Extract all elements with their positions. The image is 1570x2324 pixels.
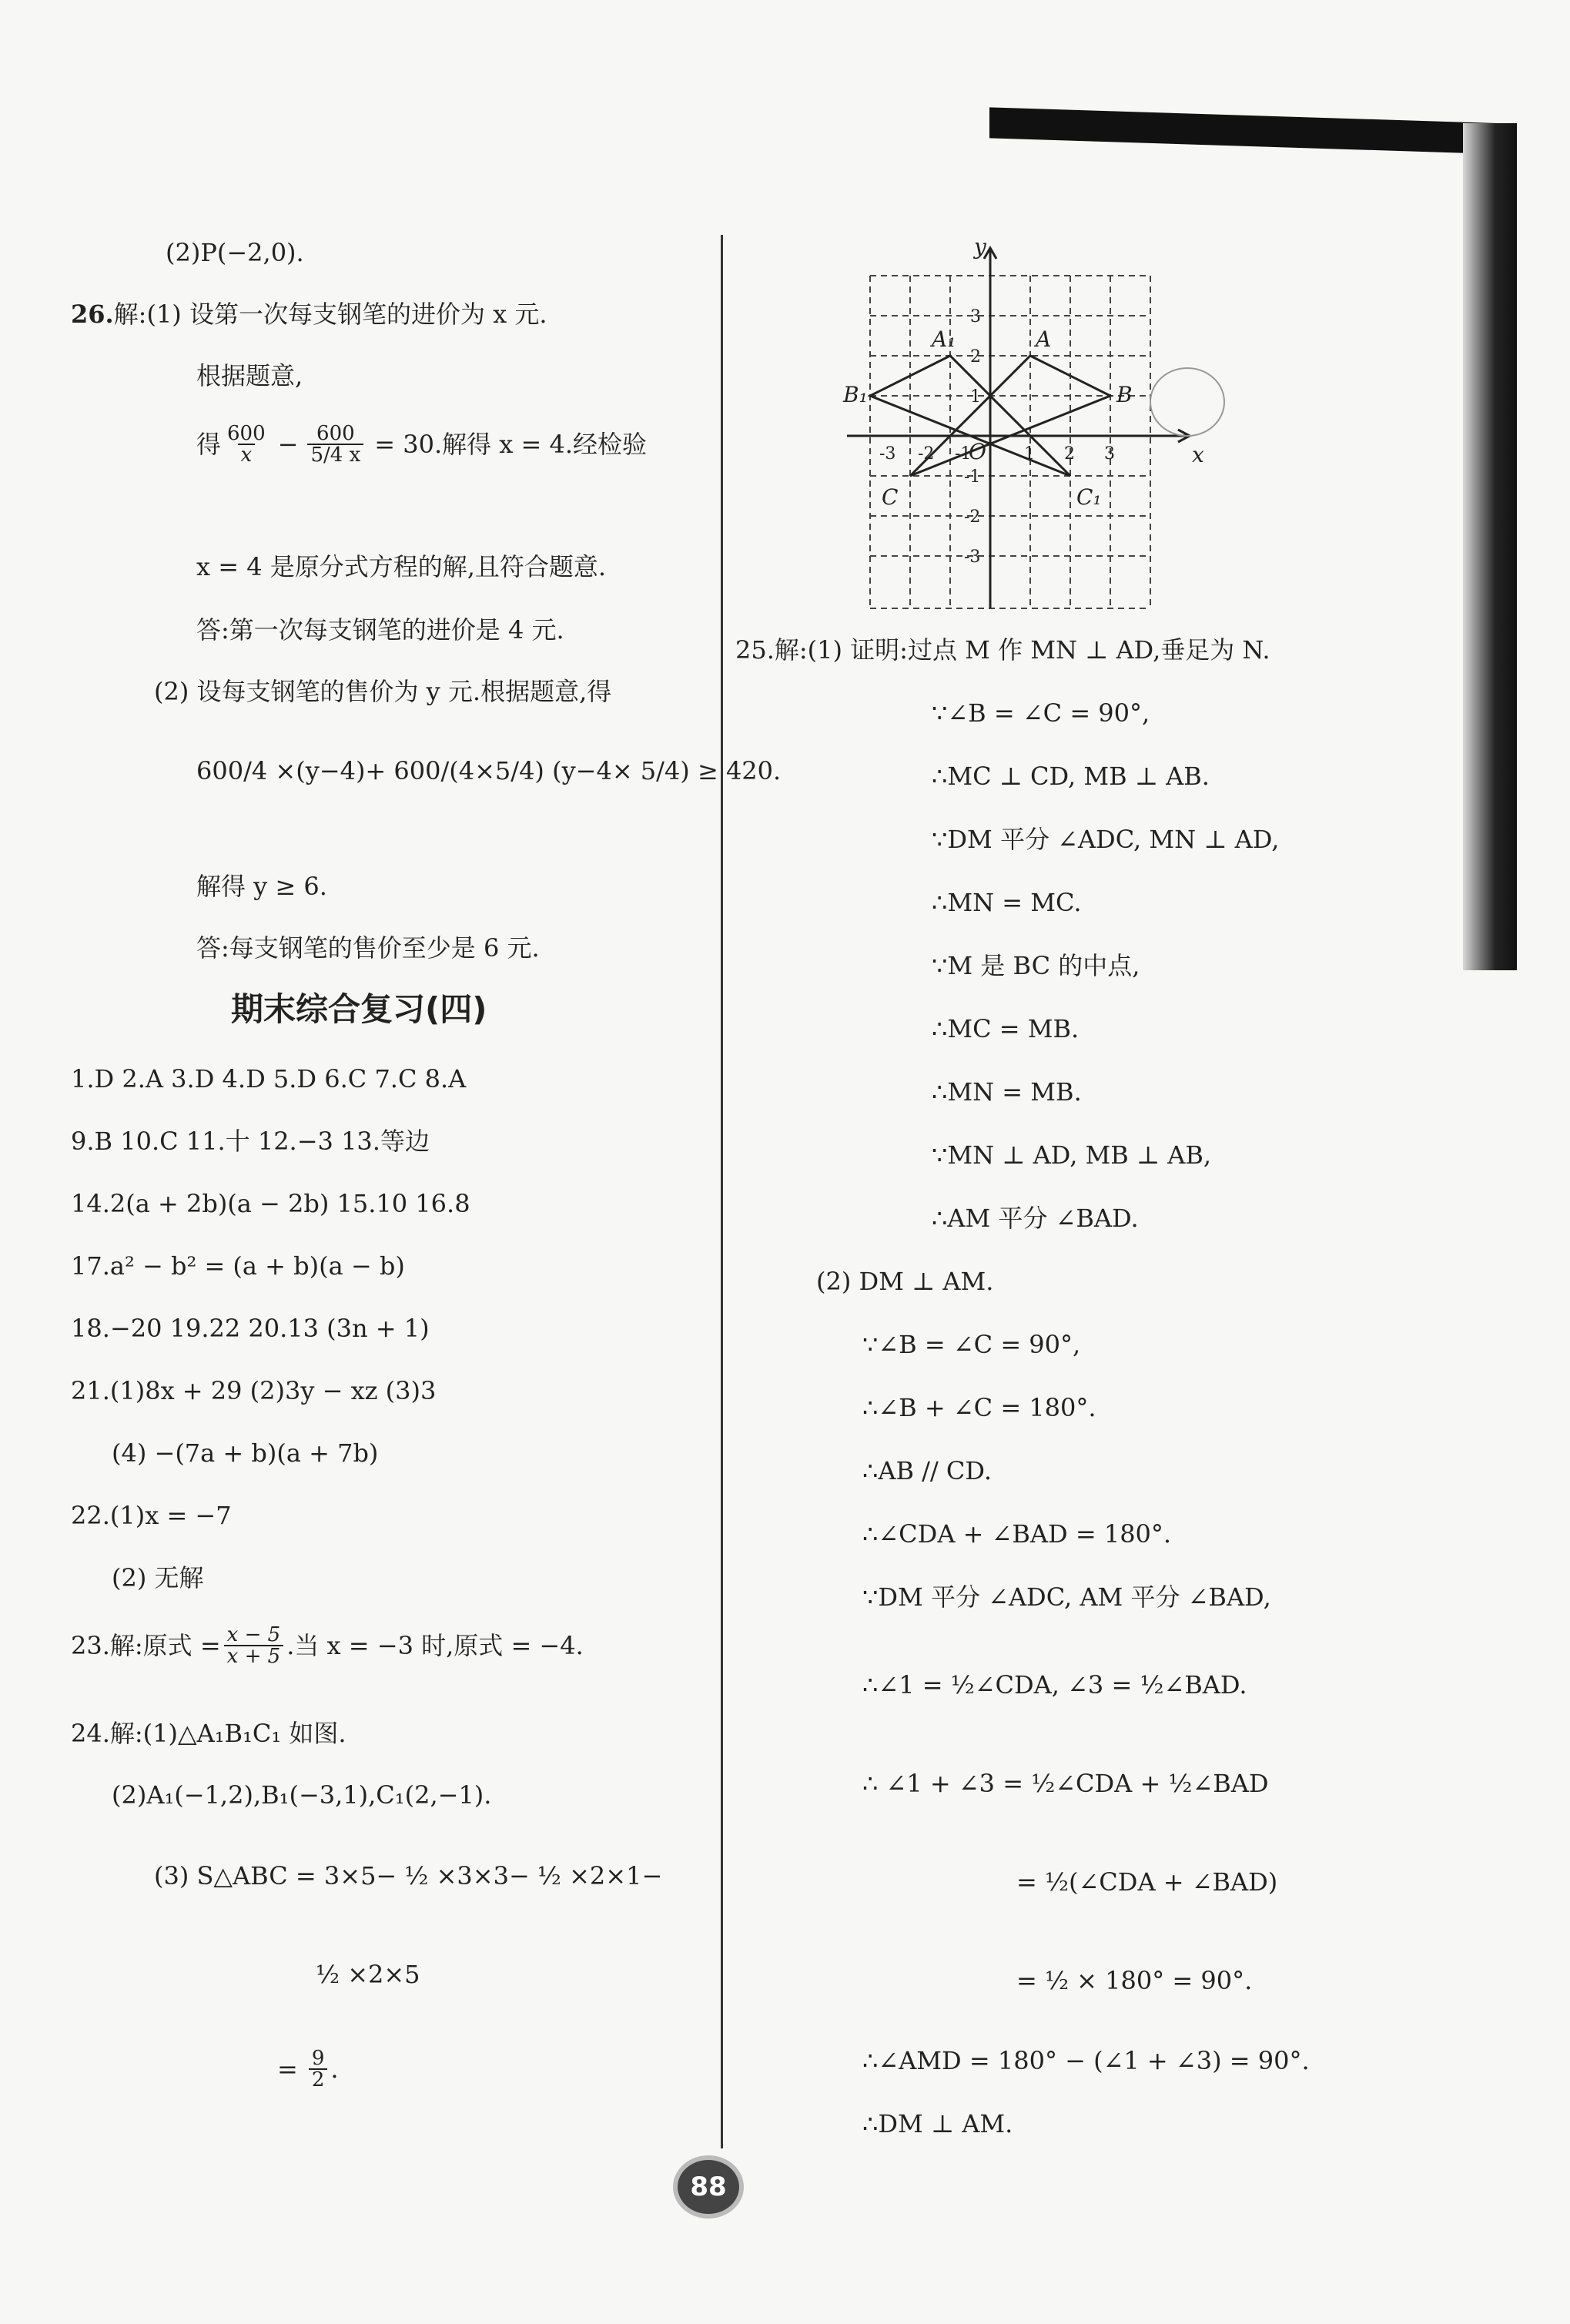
scan-shadow-edge	[1463, 123, 1517, 970]
answer-row: 24.解:(1)△A₁B₁C₁ 如图.	[71, 1719, 346, 1748]
equation-rest: = 30.解得 x = 4.经检验	[374, 430, 648, 459]
answer-line: 根据题意,	[196, 361, 303, 390]
proof-line: ∵MN ⊥ AD, MB ⊥ AB,	[932, 1140, 1212, 1170]
label-b: B	[1116, 382, 1133, 407]
answer-row: 18.−20 19.22 20.13 (3n + 1)	[71, 1314, 430, 1343]
tick-y: 3	[970, 307, 981, 326]
proof-line: ∴MC = MB.	[932, 1014, 1080, 1043]
page-number: 88	[678, 2160, 739, 2214]
inequality-line: 600/4 ×(y−4)+ 600/(4×5/4) (y−4× 5/4) ≥ 420.	[196, 756, 782, 785]
column-divider	[721, 235, 723, 2148]
origin-label: O	[969, 439, 986, 464]
proof-line: ∵∠B = ∠C = 90°,	[932, 698, 1150, 728]
label-c1: C₁	[1076, 484, 1102, 510]
proof-line: ∴MN = MB.	[932, 1077, 1082, 1107]
x-label: x	[1192, 442, 1204, 467]
question-26	[71, 300, 547, 329]
equals: =	[277, 2054, 298, 2084]
denominator: x + 5	[224, 1645, 284, 1666]
tick-x: 1	[1024, 444, 1035, 464]
tick-y: 1	[970, 387, 981, 407]
fraction	[224, 424, 269, 465]
equation-prefix: 得	[196, 430, 222, 459]
answer-row: ½ ×2×5	[316, 1960, 420, 1989]
proof-line: ∴MC ⊥ CD, MB ⊥ AB.	[932, 762, 1210, 791]
scan-shadow-top	[989, 107, 1513, 154]
answer-row: 22.(1)x = −7	[71, 1501, 232, 1530]
proof-line: ∴DM ⊥ AM.	[862, 2109, 1013, 2138]
answer-row: 21.(1)8x + 29 (2)3y − xz (3)3	[71, 1376, 437, 1405]
proof-line: ∴∠1 = ½∠CDA, ∠3 = ½∠BAD.	[862, 1670, 1247, 1699]
numerator: 600	[227, 422, 266, 445]
answer-row-result	[277, 2048, 339, 2090]
fraction	[224, 1625, 284, 1666]
numerator: x − 5	[226, 1623, 281, 1646]
tick-x: -2	[918, 444, 935, 464]
label-c: C	[882, 484, 899, 510]
proof-line: ∴AM 平分 ∠BAD.	[932, 1204, 1139, 1233]
tick-y: 2	[970, 347, 981, 367]
proof-line: ∵∠B = ∠C = 90°,	[862, 1330, 1081, 1359]
answer-row: 14.2(a + 2b)(a − 2b) 15.10 16.8	[71, 1189, 470, 1218]
grid	[870, 276, 1150, 608]
proof-line: ∴AB // CD.	[862, 1456, 993, 1485]
denominator: 5/4 x	[307, 444, 363, 465]
answer-line: x = 4 是原分式方程的解,且符合题意.	[196, 552, 607, 581]
answer-rest: .当 x = −3 时,原式 = −4.	[286, 1631, 584, 1660]
period: .	[330, 2054, 339, 2084]
question-number: 26.	[71, 300, 114, 329]
answer-row: 1.D 2.A 3.D 4.D 5.D 6.C 7.C 8.A	[71, 1064, 467, 1093]
denominator: 2	[309, 2068, 328, 2090]
proof-line: ∴∠AMD = 180° − (∠1 + ∠3) = 90°.	[862, 2046, 1310, 2075]
answer-text: 解:(1) 设第一次每支钢笔的进价为 x 元.	[113, 300, 547, 329]
fraction	[307, 424, 363, 465]
tick-x: -1	[955, 444, 972, 464]
proof-line: ∴∠CDA + ∠BAD = 180°.	[862, 1519, 1172, 1549]
label-b1: B₁	[843, 382, 868, 407]
denominator: x	[238, 444, 256, 465]
answer-line: (2) 设每支钢笔的售价为 y 元.根据题意,得	[154, 677, 612, 706]
tick-y: -1	[964, 467, 981, 487]
proof-line: ∴∠B + ∠C = 180°.	[862, 1393, 1096, 1422]
tick-x: 2	[1064, 444, 1075, 464]
answer-row: 17.a² − b² = (a + b)(a − b)	[71, 1251, 405, 1281]
answer-line: 答:第一次每支钢笔的进价是 4 元.	[196, 615, 564, 645]
label-a: A	[1036, 326, 1052, 352]
fraction	[309, 2048, 328, 2090]
proof-line: ∴ ∠1 + ∠3 = ½∠CDA + ½∠BAD	[862, 1769, 1269, 1798]
operator: −	[277, 430, 299, 459]
numerator: 9	[311, 2047, 325, 2070]
answer-row: (2) 无解	[112, 1563, 204, 1592]
axes	[847, 248, 1190, 608]
answer-prefix: 23.解:原式 =	[71, 1631, 221, 1660]
tick-y: -2	[964, 507, 981, 527]
answer-row: (4) −(7a + b)(a + 7b)	[112, 1438, 379, 1468]
proof-line: = ½ × 180° = 90°.	[1016, 1966, 1253, 1995]
answer-row-23	[71, 1625, 584, 1666]
proof-line: ∵DM 平分 ∠ADC, MN ⊥ AD,	[932, 825, 1280, 854]
proof-line: (2) DM ⊥ AM.	[816, 1267, 994, 1296]
y-label: y	[974, 234, 986, 260]
answer-row: 9.B 10.C 11.十 12.−3 13.等边	[71, 1127, 430, 1156]
proof-line: 25.解:(1) 证明:过点 M 作 MN ⊥ AD,垂足为 N.	[735, 635, 1270, 665]
proof-line: ∵DM 平分 ∠ADC, AM 平分 ∠BAD,	[862, 1582, 1271, 1612]
answer-row: (2)A₁(−1,2),B₁(−3,1),C₁(2,−1).	[112, 1780, 492, 1810]
answer-line: 解得 y ≥ 6.	[196, 872, 327, 901]
stamp-icon	[1150, 368, 1224, 436]
coordinate-graph	[839, 231, 1240, 616]
proof-line: ∴MN = MC.	[932, 888, 1082, 917]
answer-line: (2)P(−2,0).	[166, 238, 304, 267]
equation-line	[196, 424, 647, 465]
numerator: 600	[316, 422, 355, 445]
proof-line: = ½(∠CDA + ∠BAD)	[1016, 1867, 1278, 1897]
tick-x: 3	[1104, 444, 1115, 464]
answer-row: (3) S△ABC = 3×5− ½ ×3×3− ½ ×2×1−	[154, 1861, 663, 1890]
answer-line: 答:每支钢笔的售价至少是 6 元.	[196, 933, 540, 963]
section-title: 期末综合复习(四)	[231, 990, 487, 1028]
tick-y: -3	[964, 548, 981, 567]
proof-line: ∵M 是 BC 的中点,	[932, 951, 1140, 980]
tick-x: -3	[879, 444, 896, 464]
label-a1: A₁	[932, 326, 956, 352]
